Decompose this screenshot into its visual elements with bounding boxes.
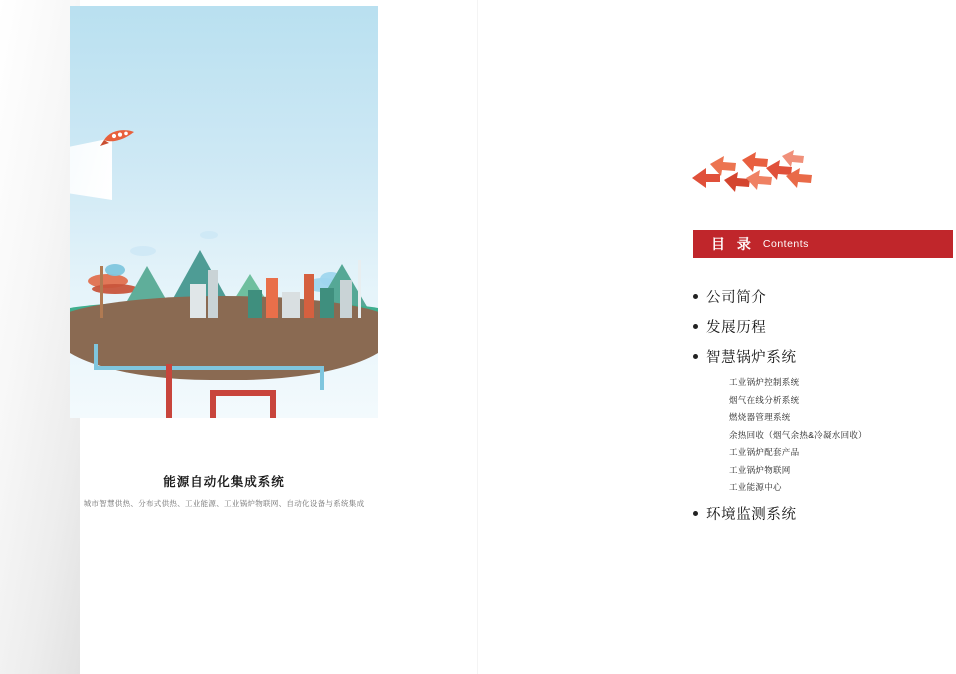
toc-entry-label: 发展历程 (706, 320, 767, 336)
bullet-icon (693, 354, 698, 359)
pipe-segment (166, 364, 172, 418)
toc-sub-entry[interactable]: 工业锅炉物联网 (729, 464, 791, 475)
cover-illustration (70, 6, 378, 418)
factory-block (340, 280, 352, 318)
rocket-icon (98, 126, 138, 150)
factory-block (190, 284, 206, 318)
toc-sub-entry[interactable]: 工业能源中心 (729, 482, 782, 492)
toc-sub-entry[interactable]: 烟气在线分析系统 (729, 394, 800, 405)
factory-block (304, 274, 314, 318)
page-fold-shadow (0, 0, 80, 674)
contents-header-bar (693, 230, 953, 258)
factory-block (248, 290, 262, 318)
factory-block (282, 292, 300, 318)
factory-block (320, 288, 334, 318)
toc-entry-label: 环境监测系统 (706, 507, 797, 523)
toc-entry[interactable] (693, 346, 956, 367)
toc-entry-label: 公司简介 (706, 290, 767, 306)
pipe-segment (94, 366, 324, 370)
toc-sub-list (723, 376, 956, 493)
pipe-segment (94, 344, 98, 370)
contents-heading-en: Contents (762, 238, 809, 250)
factory-block (266, 278, 278, 318)
ground-layer (70, 298, 378, 418)
toc-entry[interactable] (693, 286, 956, 307)
toc-sub-entry[interactable]: 余热回收（烟气余热&冷凝水回收） (729, 429, 867, 440)
pipe-segment (320, 366, 324, 390)
toc-entry[interactable] (693, 503, 956, 524)
cloud-shape (130, 246, 156, 256)
bullet-icon (693, 511, 698, 516)
factory-block (208, 270, 218, 318)
cover-title: 能源自动化集成系统 (163, 475, 285, 489)
toc-sub-entry[interactable]: 工业锅炉控制系统 (729, 377, 800, 387)
bullet-icon (693, 324, 698, 329)
toc-entry[interactable] (693, 316, 956, 337)
contents-page (478, 0, 956, 674)
bullet-icon (693, 294, 698, 299)
toc-sub-entry[interactable]: 燃烧器管理系统 (729, 412, 791, 422)
wind-turbine (358, 260, 361, 318)
table-of-contents (693, 286, 956, 533)
pipe-segment (210, 390, 276, 396)
arrow-cluster-logo-icon (690, 150, 815, 196)
toc-entry-label: 智慧锅炉系统 (706, 350, 797, 366)
pipe-segment (270, 390, 276, 418)
contents-heading-cn: 目 录 (711, 236, 755, 252)
cloud-shape (200, 231, 218, 239)
toc-sub-entry[interactable]: 工业锅炉配套产品 (729, 447, 800, 457)
derrick-tower (100, 266, 103, 318)
cover-subtitle: 城市智慧供热、分布式供热、工业能源、工业锅炉物联网、自动化设备与系统集成 (83, 499, 365, 508)
